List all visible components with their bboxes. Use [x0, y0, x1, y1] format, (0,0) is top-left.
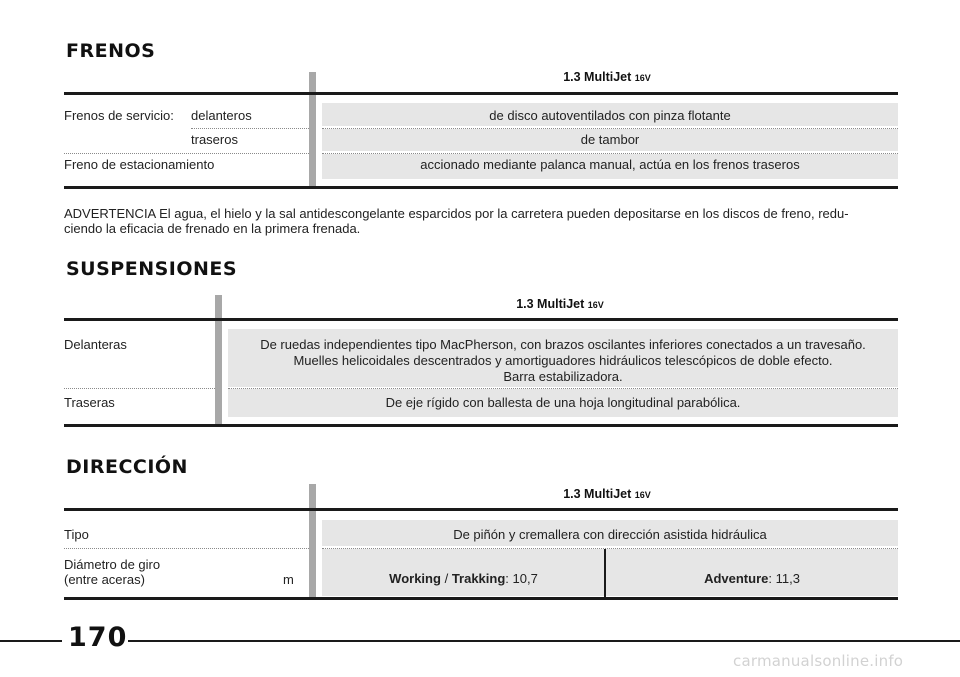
table-top-rule [64, 92, 898, 95]
model-header: 1.3 MultiJet 16V [516, 297, 604, 311]
table-bottom-rule [64, 186, 898, 189]
row-label-rear: traseros [191, 132, 238, 147]
footer-rule-right [128, 640, 960, 642]
row-value-front: de disco autoventilados con pinza flotante [489, 108, 731, 123]
section-title-suspensiones: SUSPENSIONES [66, 258, 238, 280]
row-label-front: delanteros [191, 108, 252, 123]
table-bottom-rule [64, 424, 898, 427]
page-number: 170 [68, 622, 128, 653]
table-divider-bar [309, 72, 316, 188]
section-title-frenos: FRENOS [66, 40, 156, 62]
row-separator [191, 128, 309, 129]
model-header: 1.3 MultiJet 16V [563, 70, 651, 84]
section-title-direccion: DIRECCIÓN [66, 456, 188, 478]
row-value-front-suspension: De ruedas independientes tipo MacPherson, con brazos oscilantes inferiores conectados a un travesaño. Muelles helicoidales descentrados y amortiguadores hidráulicos telescópicos de doble efecto. Barra estabilizadora. [260, 337, 866, 384]
row-separator [64, 153, 309, 154]
row-label-front-suspension: Delanteras [64, 337, 127, 352]
row-value-rear-suspension: De eje rígido con ballesta de una hoja longitudinal parabólica. [385, 395, 741, 410]
row-label-turning-diameter: Diámetro de giro (entre aceras) [64, 557, 161, 587]
table-divider-bar [309, 484, 316, 600]
model-header: 1.3 MultiJet 16V [563, 487, 651, 501]
row-separator [64, 548, 309, 549]
turning-value-working-trakking: Working / Trakking: 10,7 [389, 571, 538, 586]
row-label-service: Frenos de servicio: [64, 108, 174, 123]
row-label-parking: Freno de estacionamiento [64, 157, 215, 172]
table-divider-bar [215, 295, 222, 425]
footer-rule-left [0, 640, 62, 642]
table-top-rule [64, 318, 898, 321]
row-value-rear: de tambor [580, 132, 640, 147]
watermark: carmanualsonline.info [733, 652, 904, 670]
row-separator [64, 388, 215, 389]
table-top-rule [64, 508, 898, 511]
row-label-type: Tipo [64, 527, 89, 542]
row-value-type: De piñón y cremallera con dirección asistida hidráulica [453, 527, 767, 542]
warning-paragraph: ADVERTENCIA El agua, el hielo y la sal antidescongelante esparcidos por la carretera pueden depositarse en los discos de freno, redu- ciendo la eficacia de frenado en la primera frenada. [64, 206, 849, 236]
row-label-rear-suspension: Traseras [64, 395, 115, 410]
turning-value-adventure: Adventure: 11,3 [704, 571, 800, 586]
table-bottom-rule [64, 597, 898, 600]
row-value-parking: accionado mediante palanca manual, actúa en los frenos traseros [420, 157, 800, 172]
unit-label: m [283, 572, 294, 587]
